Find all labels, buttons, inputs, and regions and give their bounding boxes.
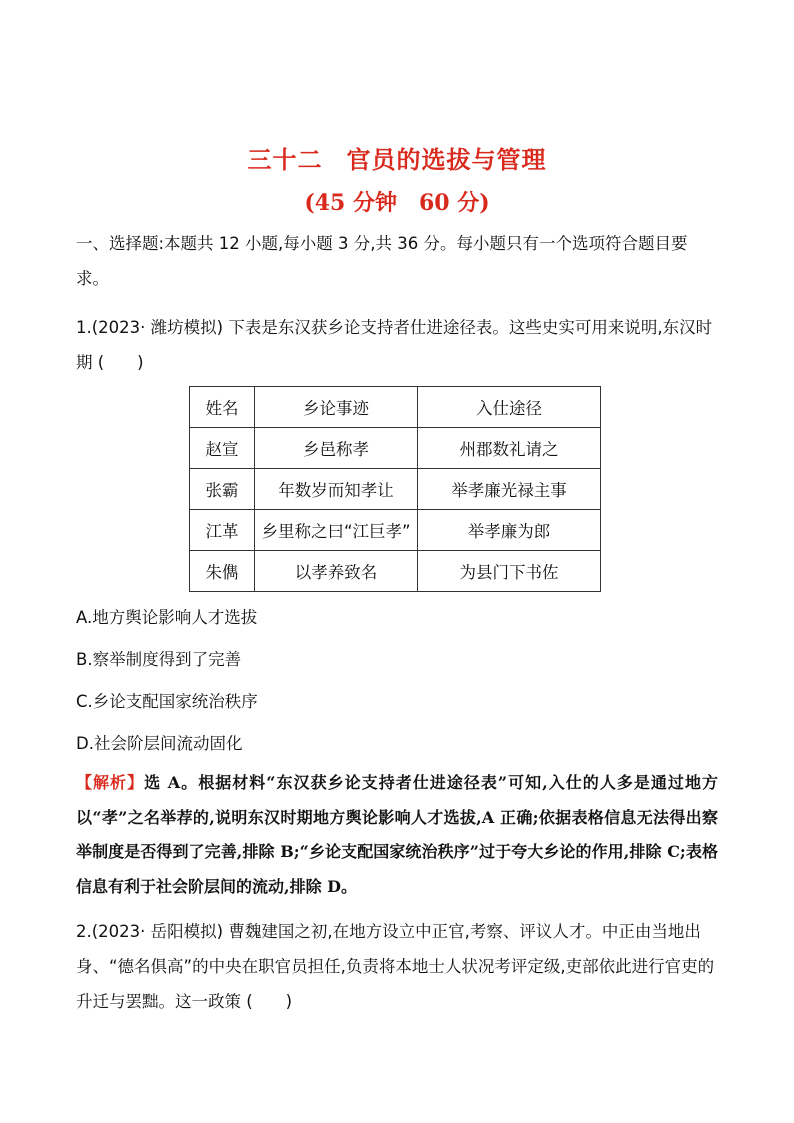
table-header-cell: 乡论事迹	[255, 387, 418, 428]
option-b[interactable]: B.察举制度得到了完善	[76, 650, 242, 669]
table-cell: 举孝廉为郎	[418, 510, 601, 551]
table-header-row	[190, 387, 601, 428]
table-row	[190, 428, 601, 469]
question-1-table	[189, 386, 601, 592]
question-1-analysis	[76, 766, 718, 904]
table-row	[190, 510, 601, 551]
table-cell: 朱儁	[190, 551, 255, 592]
analysis-text: 选 A。根据材料“东汉获乡论支持者仕进途径表”可知,入仕的人多是通过地方以“孝”之名举荐的,说明东汉时期地方舆论影响人才选拔,A 正确;依据表格信息无法得出察举制度是否得到了完善,排除 B;“乡论支配国家统治秩序”过于夸大乡论的作用,排除 C;表格信息有利于社会阶层间的流动,排除 D。	[76, 773, 718, 896]
table-header-cell: 姓名	[190, 387, 255, 428]
title-text: 官员的选拔与管理	[346, 146, 547, 174]
title-number: 三十二	[247, 146, 323, 174]
page-subtitle	[0, 186, 794, 217]
table-cell: 年数岁而知孝让	[255, 469, 418, 510]
table-cell: 州郡数礼请之	[418, 428, 601, 469]
table-header-cell: 入仕途径	[418, 387, 601, 428]
question-2-stem: 2.(2023· 岳阳模拟) 曹魏建国之初,在地方设立中正官,考察、评议人才。中正由当地出身、“德名俱高”的中央在职官员担任,负责将本地士人状况考评定级,吏部依此进行官吏的升迁与罢黜。这一政策 ( )	[76, 922, 715, 1011]
table-row	[190, 551, 601, 592]
table-cell: 举孝廉光禄主事	[418, 469, 601, 510]
question-1-stem: 1.(2023· 潍坊模拟) 下表是东汉获乡论支持者仕进途径表。这些史实可用来说明,东汉时期 ( )	[76, 318, 713, 372]
option-c[interactable]: C.乡论支配国家统治秩序	[76, 692, 258, 711]
analysis-tag: 【解析】	[76, 773, 145, 792]
total-score: 60 分)	[419, 190, 490, 216]
option-d[interactable]: D.社会阶层间流动固化	[76, 734, 243, 753]
table-cell: 张霸	[190, 469, 255, 510]
time-limit: (45 分钟	[304, 190, 397, 216]
table-row	[190, 469, 601, 510]
section-intro: 一、选择题:本题共 12 小题,每小题 3 分,共 36 分。每小题只有一个选项符合题目要求。	[76, 234, 688, 288]
table-cell: 赵宣	[190, 428, 255, 469]
table-cell: 江革	[190, 510, 255, 551]
option-a[interactable]: A.地方舆论影响人才选拔	[76, 608, 258, 627]
table-cell: 为县门下书佐	[418, 551, 601, 592]
page-title	[0, 140, 794, 175]
table-cell: 乡里称之曰“江巨孝”	[255, 510, 418, 551]
table-cell: 以孝养致名	[255, 551, 418, 592]
table-cell: 乡邑称孝	[255, 428, 418, 469]
